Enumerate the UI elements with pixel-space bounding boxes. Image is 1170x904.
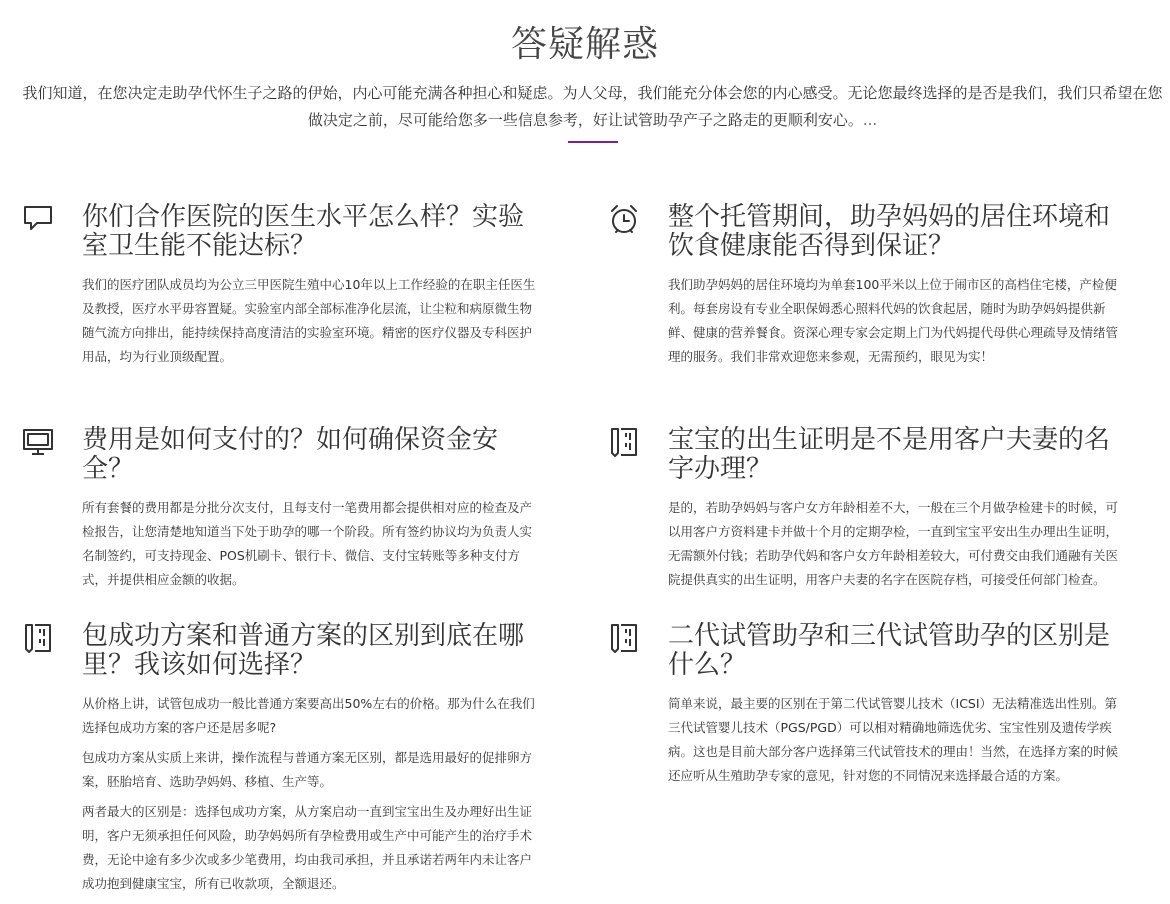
- monitor-icon: [22, 426, 54, 458]
- title-accent-divider: [568, 141, 618, 143]
- faq-item: [608, 203, 1128, 375]
- faq-item: [608, 426, 1128, 598]
- faq-item: [22, 203, 542, 375]
- faq-question: 你们合作医院的医生水平怎么样？实验室卫生能不能达标？: [82, 202, 525, 261]
- faq-answer: [82, 692, 542, 896]
- faq-answer-paragraph: 简单来说，最主要的区别在于第二代试管婴儿技术（ICSI）无法精准选出性别。第三代试管婴儿技术（PGS/PGD）可以相对精确地筛选优劣、宝宝性别及遗传学疾病。这也是目前大部分客户选择第三代试管技术的理由！当然，在选择方案的时候还应听从生殖助孕专家的意见，针对您的不同情况来选择最合适的方案。: [668, 696, 1119, 783]
- faq-answer-paragraph: 包成功方案从实质上来讲，操作流程与普通方案无区别，都是选用最好的促排卵方案，胚胎培育、选助孕妈妈、移植、生产等。: [82, 750, 533, 789]
- faq-answer: [668, 273, 1128, 369]
- faq-answer-paragraph: 我们的医疗团队成员均为公立三甲医院生殖中心10年以上工作经验的在职主任医生及教授，医疗水平毋容置疑。实验室内部全部标准净化层流，让尘粒和病原微生物随气流方向排出，能持续保持高度清洁的实验室环境。精密的医疗仪器及专科医护用品，均为行业顶级配置。: [82, 277, 536, 364]
- document-ruler-icon: [608, 426, 640, 458]
- faq-answer: [82, 273, 542, 369]
- page-title: 答疑解惑: [510, 24, 659, 65]
- faq-answer-paragraph: 从价格上讲，试管包成功一般比普通方案要高出50%左右的价格。那为什么在我们选择包成功方案的客户还是居多呢?: [82, 696, 535, 735]
- faq-answer-paragraph: 是的，若助孕妈妈与客户女方年龄相差不大，一般在三个月做孕检建卡的时候，可以用客户方资料建卡并做十个月的定期孕检，一直到宝宝平安出生办理出生证明，无需额外付钱；若助孕代妈和客户女方年龄相差较大，可付费交由我们通融有关医院提供真实的出生证明，用客户夫妻的名字在医院存档，可接受任何部门检查。: [668, 500, 1119, 587]
- faq-item: [22, 426, 542, 598]
- faq-question: 二代试管助孕和三代试管助孕的区别是什么？: [668, 621, 1111, 680]
- alarm-clock-icon: [608, 203, 640, 235]
- faq-question: 宝宝的出生证明是不是用客户夫妻的名字办理？: [668, 425, 1111, 484]
- document-ruler-icon: [608, 622, 640, 654]
- faq-answer-paragraph: 所有套餐的费用都是分批分次支付，且每支付一笔费用都会提供相对应的检查及产检报告，让您清楚地知道当下处于助孕的哪一个阶段。所有签约协议均为负责人实名制签约，可支持现金、POS机刷卡、银行卡、微信、支付宝转账等多种支付方式，并提供相应金额的收据。: [82, 500, 533, 587]
- faq-question: 包成功方案和普通方案的区别到底在哪里？我该如何选择？: [82, 621, 525, 680]
- faq-item: [608, 622, 1128, 794]
- faq-question: 费用是如何支付的？如何确保资金安全？: [82, 425, 499, 484]
- intro-text: [20, 80, 1165, 134]
- faq-answer: [668, 692, 1128, 788]
- document-ruler-icon: [22, 622, 54, 654]
- faq-question: 整个托管期间，助孕妈妈的居住环境和饮食健康能否得到保证？: [668, 202, 1111, 261]
- faq-item: [22, 622, 542, 902]
- intro-paragraph: 我们知道，在您决定走助孕代怀生子之路的伊始，内心可能充满各种担心和疑虑。为人父母，我们能充分体会您的内心感受。无论您最终选择的是否是我们，我们只希望在您做决定之前，尽可能给您多一些信息参考，好让试管助孕产子之路走的更顺利安心。: [22, 84, 1163, 129]
- faq-answer-paragraph: 两者最大的区别是：选择包成功方案，从方案启动一直到宝宝出生及办理好出生证明，客户无须承担任何风险，助孕妈妈所有孕检费用或生产中可能产生的治疗手术费，无论中途有多少次或多少笔费用，均由我司承担，并且承诺若两年内未让客户成功抱到健康宝宝，所有已收款项，全额退还。: [82, 804, 533, 891]
- faq-answer-paragraph: 我们助孕妈妈的居住环境均为单套100平米以上位于闹市区的高档住宅楼，产检便利。每套房设有专业全职保姆悉心照料代妈的饮食起居，随时为助孕妈妈提供新鲜、健康的营养餐食。资深心理专家会定期上门为代妈提代母供心理疏导及情绪管理的服务。我们非常欢迎您来参观，无需预约，眼见为实！: [668, 277, 1119, 364]
- faq-answer: [82, 496, 542, 592]
- chat-bubble-icon: [22, 203, 54, 235]
- intro-more: ...: [862, 111, 878, 129]
- faq-answer: [668, 496, 1128, 592]
